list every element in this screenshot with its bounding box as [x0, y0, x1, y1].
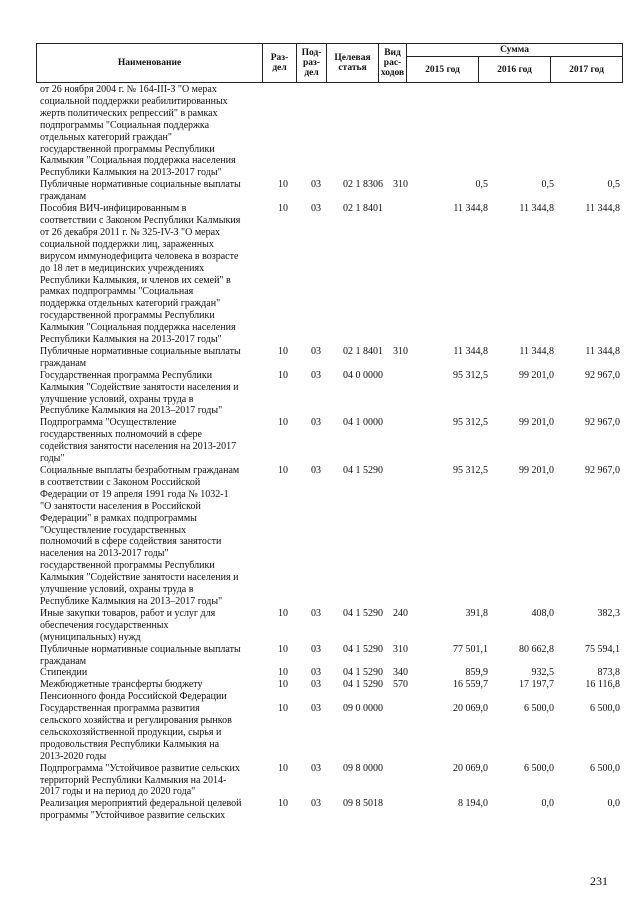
page-number: 231	[590, 874, 608, 888]
table-row	[36, 179, 622, 203]
row-name: Социальные выплаты безработным гражданам в соответствии с Законом Российской Федерации от 19 апреля 1991 года № 1032-1 "О занятости населения в Российской Федерации" в рамках подпрограммы "Осуществление государственных полномочий в сфере содействия занятости населения на 2013-2017 годы" государственной программы Республики Калмыкия "Содействие занятости населения и улучшение условий, охраны труда в Республике Калмыкия на 2013–2017 годы"	[40, 465, 240, 607]
row-name: Публичные нормативные социальные выплаты гражданам	[40, 643, 241, 667]
razdel-cell: 10	[278, 798, 288, 810]
header-expense-type: Вид рас- ходов	[379, 44, 407, 83]
expense-type-cell: 570	[393, 679, 408, 691]
sum-2015-cell: 16 559,7	[453, 679, 488, 691]
razdel-cell: 10	[278, 369, 288, 381]
row-name: Межбюджетные трансферты бюджету Пенсионного фонда Российской Федерации	[40, 679, 227, 703]
row-name: Публичные нормативные социальные выплаты гражданам	[40, 179, 241, 203]
sum-2017-cell: 6 500,0	[590, 703, 620, 715]
razdel-cell: 10	[278, 203, 288, 215]
target-article-cell: 04 1 5290	[343, 667, 383, 679]
sum-2017-cell: 92 967,0	[585, 417, 620, 429]
sum-2017-cell: 0,5	[607, 179, 620, 191]
sum-2015-cell: 11 344,8	[453, 345, 488, 357]
table-row	[36, 346, 622, 370]
sum-2017-cell: 92 967,0	[585, 369, 620, 381]
sum-2017-cell: 92 967,0	[585, 465, 620, 476]
razdel-cell: 10	[278, 667, 288, 679]
podrazdel-cell: 03	[311, 703, 321, 715]
sum-2017-cell: 873,8	[597, 667, 620, 679]
sum-2016-cell: 99 201,0	[519, 369, 554, 381]
table-row	[36, 465, 622, 608]
podrazdel-cell: 03	[311, 679, 321, 691]
row-name: от 26 ноября 2004 г. № 164-III-З "О мерах социальной поддержки реабилитированных жертв политических репрессий" в рамках подпрограммы "Социальная поддержка отдельных категорий граждан" государственной программы Республики Калмыкия "Социальная поддержка населения Республики Калмыкия на 2013-2017 годы"	[40, 84, 236, 179]
sum-2017-cell: 16 116,8	[585, 679, 620, 691]
sum-2015-cell: 0,5	[475, 179, 488, 191]
sum-2016-cell: 99 201,0	[519, 417, 554, 429]
podrazdel-cell: 03	[311, 643, 321, 655]
target-article-cell: 09 8 0000	[343, 762, 383, 774]
table-row	[36, 798, 622, 822]
row-name: Государственная программа Республики Калмыкия "Содействие занятости населения и улучшение условий, охраны труда в Республике Калмыкия на 2013–2017 годы"	[40, 369, 239, 417]
razdel-cell: 10	[278, 643, 288, 655]
podrazdel-cell: 03	[311, 417, 321, 429]
sum-2017-cell: 0,0	[607, 798, 620, 810]
header-year-2017: 2017 год	[551, 57, 623, 83]
sum-2016-cell: 11 344,8	[519, 203, 554, 215]
target-article-cell: 04 0 0000	[343, 369, 383, 381]
sum-2015-cell: 95 312,5	[453, 369, 488, 381]
podrazdel-cell: 03	[311, 465, 321, 476]
target-article-cell: 09 0 0000	[343, 703, 383, 715]
target-article-cell: 02 1 8306	[343, 179, 383, 191]
table-body	[36, 84, 622, 822]
sum-2015-cell: 95 312,5	[453, 417, 488, 429]
row-name: Стипендии	[40, 667, 88, 679]
razdel-cell: 10	[278, 703, 288, 715]
target-article-cell: 04 1 5290	[343, 465, 383, 476]
razdel-cell: 10	[278, 762, 288, 774]
table-row	[36, 763, 622, 799]
target-article-cell: 02 1 8401	[343, 203, 383, 215]
sum-2015-cell: 95 312,5	[453, 465, 488, 476]
sum-2015-cell: 11 344,8	[453, 203, 488, 215]
sum-2016-cell: 932,5	[531, 667, 554, 679]
header-podrazdel: Под- раз- дел	[297, 44, 327, 83]
target-article-cell: 04 1 0000	[343, 417, 383, 429]
header-razdel: Раз- дел	[263, 44, 297, 83]
header-year-2016: 2016 год	[479, 57, 551, 83]
podrazdel-cell: 03	[311, 203, 321, 215]
expense-type-cell: 240	[393, 607, 408, 619]
table-row	[36, 84, 622, 179]
razdel-cell: 10	[278, 679, 288, 691]
razdel-cell: 10	[278, 607, 288, 619]
table-row	[36, 644, 622, 668]
target-article-cell: 04 1 5290	[343, 607, 383, 619]
row-name: Пособия ВИЧ-инфицированным в соответствии с Законом Республики Калмыкия от 26 декабря 2011 г. № 325-IV-З "О мерах социальной поддержки лиц, зараженных вирусом иммунодефицита человека в возрасте до 18 лет в медицинских учреждениях Республики Калмыкия, и членов их семей" в рамках подпрограммы "Социальная поддержка отдельных категорий граждан" государственной программы Республики Калмыкия "Социальная поддержка населения Республики Калмыкия на 2013-2017 годы"	[40, 203, 241, 346]
podrazdel-cell: 03	[311, 345, 321, 357]
podrazdel-cell: 03	[311, 607, 321, 619]
expense-type-cell: 310	[393, 643, 408, 655]
header-summa: Сумма	[407, 44, 623, 57]
sum-2016-cell: 17 197,7	[519, 679, 554, 691]
sum-2017-cell: 6 500,0	[590, 762, 620, 774]
sum-2016-cell: 11 344,8	[519, 345, 554, 357]
target-article-cell: 09 8 5018	[343, 798, 383, 810]
row-name: Государственная программа развития сельского хозяйства и регулирования рынков сельскохозяйственной продукции, сырья и продовольствия Республики Калмыкия на 2013-2020 годы	[40, 703, 232, 762]
target-article-cell: 04 1 5290	[343, 643, 383, 655]
expense-type-cell: 310	[393, 345, 408, 357]
sum-2015-cell: 20 069,0	[453, 703, 488, 715]
razdel-cell: 10	[278, 417, 288, 429]
table-row	[36, 679, 622, 703]
row-name: Иные закупки товаров, работ и услуг для обеспечения государственных (муниципальных) нужд	[40, 607, 216, 643]
sum-2016-cell: 0,0	[541, 798, 554, 810]
table-row	[36, 417, 622, 465]
header-name: Наименование	[37, 44, 263, 83]
sum-2016-cell: 6 500,0	[524, 703, 554, 715]
expense-type-cell: 310	[393, 179, 408, 191]
sum-2016-cell: 6 500,0	[524, 762, 554, 774]
razdel-cell: 10	[278, 179, 288, 191]
sum-2015-cell: 859,9	[465, 667, 488, 679]
target-article-cell: 02 1 8401	[343, 345, 383, 357]
table-row	[36, 370, 622, 418]
podrazdel-cell: 03	[311, 667, 321, 679]
row-name: Подпрограмма "Осуществление государственных полномочий в сфере содействия занятости населения на 2013-2017 годы"	[40, 417, 237, 465]
sum-2017-cell: 382,3	[597, 607, 620, 619]
table-row	[36, 608, 622, 644]
sum-2016-cell: 80 662,8	[519, 643, 554, 655]
table-row	[36, 203, 622, 346]
target-article-cell: 04 1 5290	[343, 679, 383, 691]
row-name: Реализация мероприятий федеральной целевой программы "Устойчивое развитие сельских	[40, 798, 242, 822]
table-header	[36, 43, 623, 83]
header-year-2015: 2015 год	[407, 57, 479, 83]
sum-2015-cell: 20 069,0	[453, 762, 488, 774]
expense-type-cell: 340	[393, 667, 408, 679]
sum-2015-cell: 77 501,1	[453, 643, 488, 655]
podrazdel-cell: 03	[311, 798, 321, 810]
row-name: Подпрограмма "Устойчивое развитие сельских территорий Республики Калмыкия на 2014- 2017 годы и на период до 2020 года"	[40, 762, 240, 798]
sum-2017-cell: 11 344,8	[585, 345, 620, 357]
razdel-cell: 10	[278, 345, 288, 357]
podrazdel-cell: 03	[311, 369, 321, 381]
sum-2017-cell: 75 594,1	[585, 643, 620, 655]
table-row	[36, 667, 622, 679]
sum-2017-cell: 11 344,8	[585, 203, 620, 215]
sum-2015-cell: 8 194,0	[458, 798, 488, 810]
row-name: Публичные нормативные социальные выплаты гражданам	[40, 345, 241, 369]
table-row	[36, 703, 622, 763]
header-target-article: Целевая статья	[327, 44, 379, 83]
podrazdel-cell: 03	[311, 762, 321, 774]
sum-2016-cell: 408,0	[531, 607, 554, 619]
razdel-cell: 10	[278, 465, 288, 476]
sum-2016-cell: 99 201,0	[519, 465, 554, 476]
sum-2015-cell: 391,8	[465, 607, 488, 619]
sum-2016-cell: 0,5	[541, 179, 554, 191]
podrazdel-cell: 03	[311, 179, 321, 191]
